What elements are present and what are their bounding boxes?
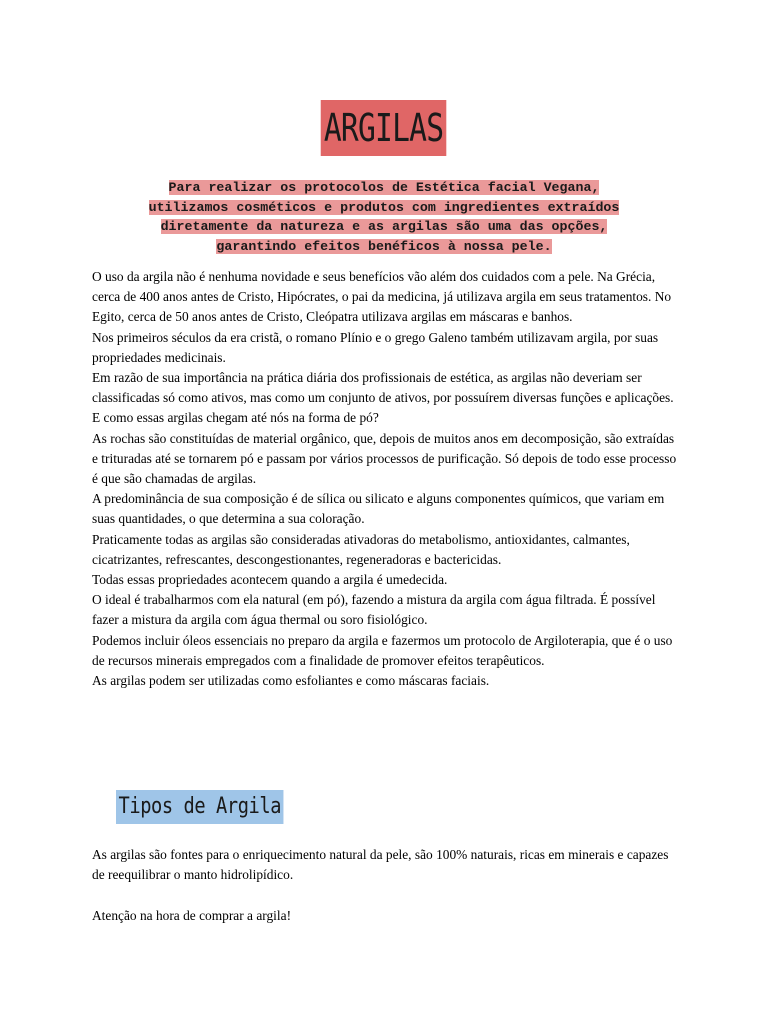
paragraph-rocks: As rochas são constituídas de material orgânico, que, depois de muitos anos em decomposição, são extraídas e trituradas até se tornarem pó e passam por vários processos de purificação. Só depois de todo esse processo é que são chamadas de argilas. — [92, 430, 677, 487]
paragraph-history: O uso da argila não é nenhuma novidade e seus benefícios vão além dos cuidados com a pele. Na Grécia, cerca de 400 anos antes de Cristo, Hipócrates, o pai da medicina, já utilizava argila em seus tratamentos. No Egito, cerca de 50 anos antes de Cristo, Cleópatra utilizava argilas em máscaras e banhos. — [92, 269, 672, 325]
paragraph-gap — [92, 885, 682, 905]
section-title: Tipos de Argila — [116, 790, 284, 824]
title-container — [0, 100, 768, 156]
paragraph-moistened: Todas essas propriedades acontecem quando a argila é umedecida. — [92, 572, 448, 588]
paragraph-uses: As argilas podem ser utilizadas como esfoliantes e como máscaras faciais. — [92, 673, 490, 689]
intro-line: garantindo efeitos benéficos à nossa pele. — [216, 238, 552, 254]
paragraph-importance: Em razão de sua importância na prática diária dos profissionais de estética, as argilas não deveriam ser classificadas só como ativos, mas como um conjunto de ativos, por possuírem diversas funções e aplicações. — [92, 370, 674, 406]
section-paragraph: As argilas são fontes para o enriquecimento natural da pele, são 100% naturais, ricas em minerais e capazes de reequilibrar o manto hidrolipídico. — [92, 847, 669, 883]
main-body — [92, 267, 682, 691]
section-note: Atenção na hora de comprar a argila! — [92, 907, 292, 923]
paragraph-mixing: O ideal é trabalharmos com ela natural (em pó), fazendo a mistura da argila com água filtrada. É possível fazer a mistura da argila com água thermal ou soro fisiológico. — [92, 592, 656, 628]
intro-line: utilizamos cosméticos e produtos com ingredientes extraídos — [148, 199, 620, 215]
intro-line: Para realizar os protocolos de Estética facial Vegana, — [168, 180, 600, 195]
intro-line: diretamente da natureza e as argilas são uma das opções, — [160, 219, 608, 234]
intro-highlight-block — [96, 178, 672, 256]
paragraph-properties: Praticamente todas as argilas são consideradas ativadoras do metabolismo, antioxidantes, calmantes, cicatrizantes, refrescantes, descongestionantes, regeneradoras e bactericidas. — [92, 531, 630, 567]
paragraph-christian-era: Nos primeiros séculos da era cristã, o romano Plínio e o grego Galeno também utilizavam argila, por suas propriedades medicinais. — [92, 329, 659, 365]
section-body — [92, 845, 682, 926]
paragraph-question: E como essas argilas chegam até nós na forma de pó? — [92, 410, 379, 426]
page-title: ARGILAS — [321, 100, 447, 156]
paragraph-composition: A predominância de sua composição é de sílica ou silicato e alguns componentes químicos, que variam em suas quantidades, o que determina a sua coloração. — [92, 491, 665, 527]
paragraph-argilotherapy: Podemos incluir óleos essenciais no preparo da argila e fazermos um protocolo de Argiloterapia, que é o uso de recursos minerais empregados com a finalidade de promover efeitos terapêuticos. — [92, 632, 673, 668]
section-header — [116, 790, 313, 824]
